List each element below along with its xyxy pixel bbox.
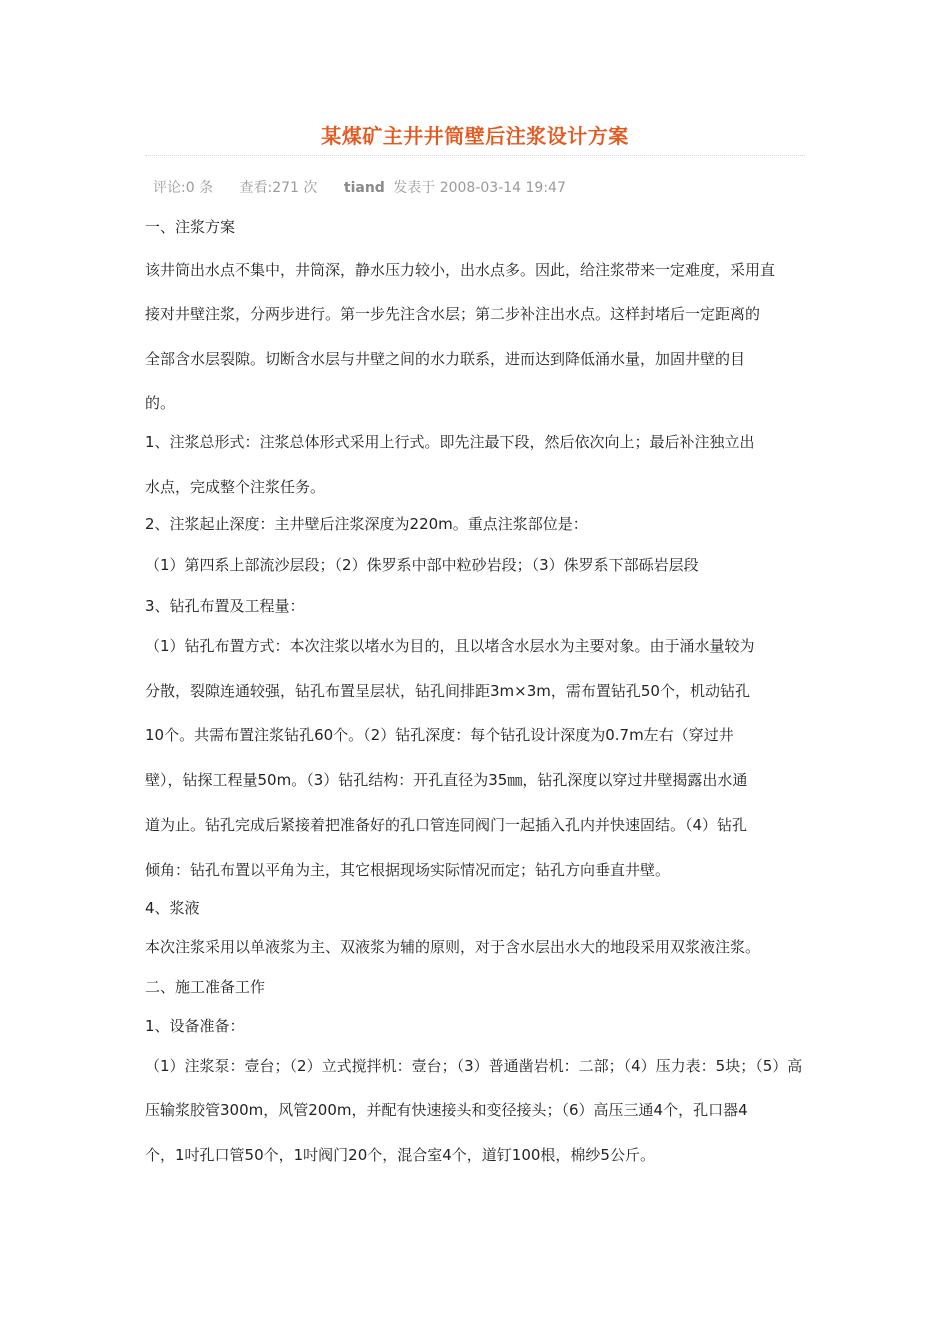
article-meta bbox=[153, 177, 588, 197]
body-line: （1）钻孔布置方式：本次注浆以堵水为目的，且以堵含水层水为主要对象。由于涌水量较为 bbox=[145, 637, 755, 655]
body-line: 3、钻孔布置及工程量： bbox=[145, 597, 305, 615]
body-line: 道为止。钻孔完成后紧接着把准备好的孔口管连同阀门一起插入孔内并快速固结。（4）钻孔 bbox=[145, 816, 748, 834]
body-line: 倾角：钻孔布置以平角为主，其它根据现场实际情况而定；钻孔方向垂直井壁。 bbox=[145, 861, 671, 879]
body-line: 的。 bbox=[145, 394, 176, 412]
body-line: 压输浆胶管300m，风管200m，并配有快速接头和变径接头；（6）高压三通4个，孔口器4 bbox=[145, 1101, 748, 1119]
article-title: 某煤矿主井井筒壁后注浆设计方案 bbox=[321, 124, 629, 148]
body-line: 1、设备准备： bbox=[145, 1017, 245, 1035]
body-line: 分散，裂隙连通较强，钻孔布置呈层状，钻孔间排距3m×3m，需布置钻孔50个，机动钻孔 bbox=[145, 682, 750, 700]
body-line: 10个。共需布置注浆钻孔60个。（2）钻孔深度：每个钻孔设计深度为0.7m左右（穿过井 bbox=[145, 726, 734, 744]
body-line: 全部含水层裂隙。切断含水层与井壁之间的水力联系，进而达到降低涌水量，加固井壁的目 bbox=[145, 350, 746, 368]
section-heading: 一、注浆方案 bbox=[145, 218, 236, 236]
body-line: 4、浆液 bbox=[145, 899, 200, 917]
body-line: 1、注浆总形式：注浆总体形式采用上行式。即先注最下段，然后依次向上；最后补注独立出 bbox=[145, 433, 755, 451]
body-line: 该井筒出水点不集中，井筒深，静水压力较小，出水点多。因此，给注浆带来一定难度，采用直 bbox=[145, 261, 776, 279]
body-line: 个，1吋孔口管50个，1吋阀门20个，混合室4个，道钉100根，棉纱5公斤。 bbox=[145, 1146, 655, 1164]
body-line: 水点，完成整个注浆任务。 bbox=[145, 478, 326, 496]
body-line: 壁），钻探工程量50m。（3）钻孔结构：开孔直径为35㎜，钻孔深度以穿过井壁揭露出水通 bbox=[145, 771, 748, 789]
body-line: （1）第四系上部流沙层段；（2）侏罗系中部中粒砂岩段；（3）侏罗系下部砾岩层段 bbox=[145, 556, 699, 574]
view-count: 查看:271 次 bbox=[239, 180, 318, 196]
body-line: 接对井壁注浆，分两步进行。第一步先注含水层；第二步补注出水点。这样封堵后一定距离的 bbox=[145, 305, 761, 323]
body-line: 本次注浆采用以单液浆为主、双液浆为辅的原则，对于含水层出水大的地段采用双浆液注浆。 bbox=[145, 938, 761, 956]
body-line: （1）注浆泵：壹台；（2）立式搅拌机：壹台；（3）普通凿岩机：二部；（4）压力表：5块；（5）高 bbox=[145, 1057, 803, 1075]
body-line: 2、注浆起止深度：主井壁后注浆深度为220m。重点注浆部位是： bbox=[145, 515, 588, 533]
post-date: 发表于 2008-03-14 19:47 bbox=[393, 180, 566, 196]
comment-count[interactable]: 评论:0 条 bbox=[153, 180, 214, 196]
title-divider bbox=[145, 155, 805, 156]
section-heading: 二、施工准备工作 bbox=[145, 978, 266, 996]
author-name[interactable]: tiand bbox=[343, 180, 385, 196]
